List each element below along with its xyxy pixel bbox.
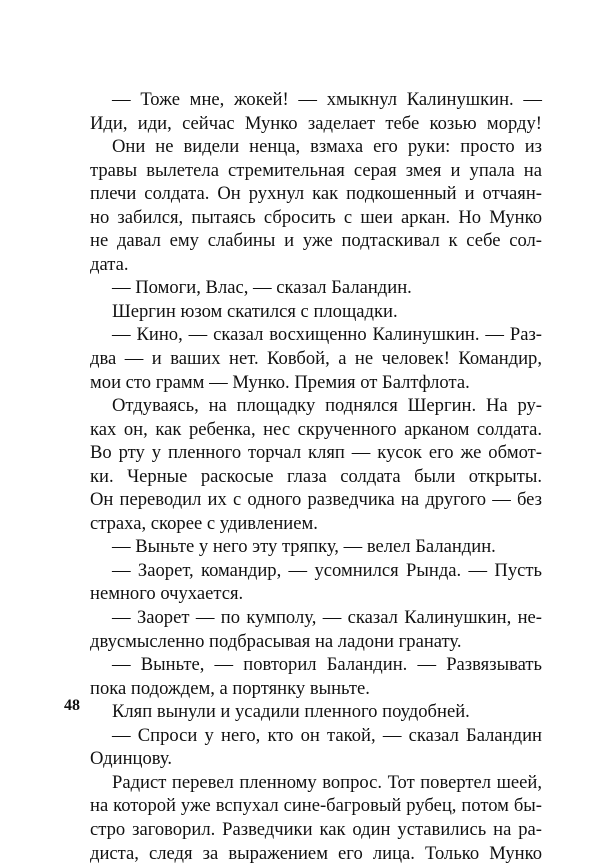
text-line: ках он, как ребенка, нес скрученного арканом солдата. <box>90 418 542 442</box>
text-line: ки. Черные раскосые глаза солдата были открыты. <box>90 465 542 489</box>
text-line: дата. <box>90 253 542 277</box>
text-line: Во рту у пленного торчал кляп — кусок его же обмот- <box>90 441 542 465</box>
text-line: пока подождем, а портянку выньте. <box>90 677 542 701</box>
text-line: мои сто грамм — Мунко. Премия от Балтфлота. <box>90 371 542 395</box>
text-line: — Заорет — по кумполу, — сказал Калинушкин, не- <box>90 606 542 630</box>
text-line: диста, следя за выражением его лица. Только Мунко <box>90 842 542 865</box>
text-line: — Выньте у него эту тряпку, — велел Баландин. <box>90 535 542 559</box>
text-line: — Кино, — сказал восхищенно Калинушкин. — Раз- <box>90 323 542 347</box>
text-line: Шергин юзом скатился с площадки. <box>90 300 542 324</box>
text-line: немного очухается. <box>90 582 542 606</box>
text-line: травы вылетела стремительная серая змея и упала на <box>90 159 542 183</box>
text-line: два — и ваших нет. Ковбой, а не человек! Командир, <box>90 347 542 371</box>
text-line: Иди, иди, сейчас Мунко заделает тебе козью морду! <box>90 112 542 136</box>
text-line: Радист перевел пленному вопрос. Тот повертел шеей, <box>90 771 542 795</box>
text-line: — Тоже мне, жокей! — хмыкнул Калинушкин. — <box>90 88 542 112</box>
text-line: Одинцову. <box>90 747 542 771</box>
text-line: но забился, пытаясь сбросить с шеи аркан. Но Мунко <box>90 206 542 230</box>
text-line: на которой уже вспухал сине-багровый рубец, потом бы- <box>90 794 542 818</box>
body-text <box>90 88 542 865</box>
text-line: — Помоги, Влас, — сказал Баландин. <box>90 276 542 300</box>
text-line: страха, скорее с удивлением. <box>90 512 542 536</box>
text-line: — Спроси у него, кто он такой, — сказал Баландин <box>90 724 542 748</box>
text-line: Отдуваясь, на площадку поднялся Шергин. На ру- <box>90 394 542 418</box>
text-line: не давал ему слабины и уже подтаскивал к себе сол- <box>90 229 542 253</box>
text-line: Кляп вынули и усадили пленного поудобней. <box>90 700 542 724</box>
page-number: 48 <box>64 696 80 716</box>
text-line: — Заорет, командир, — усомнился Рында. — Пусть <box>90 559 542 583</box>
text-line: Они не видели ненца, взмаха его руки: просто из <box>90 135 542 159</box>
text-line: стро заговорил. Разведчики как один уставились на ра- <box>90 818 542 842</box>
text-line: — Выньте, — повторил Баландин. — Развязывать <box>90 653 542 677</box>
text-line: плечи солдата. Он рухнул как подкошенный и отчаян- <box>90 182 542 206</box>
text-line: Он переводил их с одного разведчика на другого — без <box>90 488 542 512</box>
text-line: двусмысленно подбрасывая на ладони гранату. <box>90 630 542 654</box>
